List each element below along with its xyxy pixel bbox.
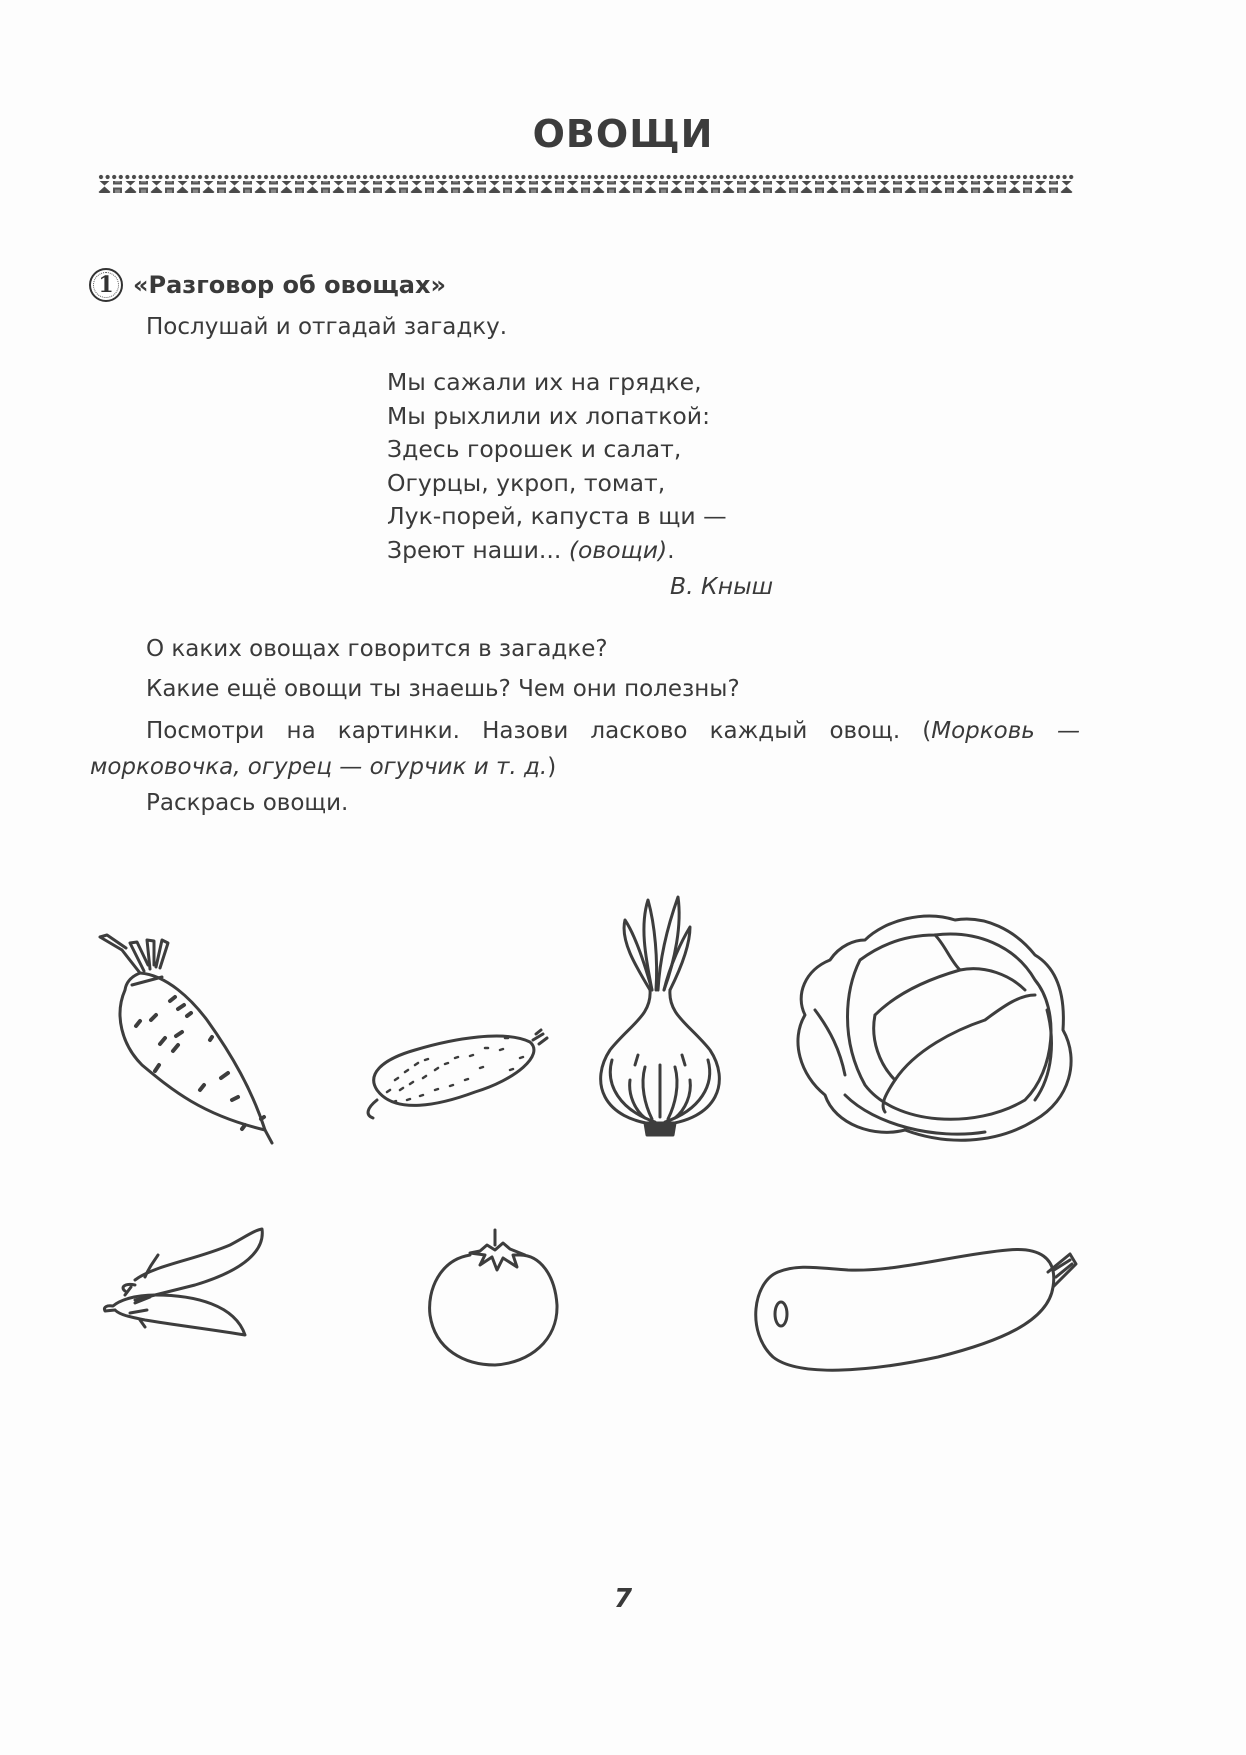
ornamental-divider	[98, 174, 1075, 194]
tomato-illustration	[425, 1225, 565, 1370]
poem-author: В. Кныш	[670, 572, 774, 600]
question-3	[90, 713, 1080, 785]
riddle-line: Огурцы, укроп, томат,	[387, 468, 666, 497]
riddle-line: Мы сажали их на грядке,	[387, 368, 702, 396]
instruction-text: Послушай и отгадай загадку.	[146, 314, 508, 340]
riddle-line-suffix: .	[667, 535, 675, 564]
zucchini-illustration	[748, 1232, 1088, 1382]
riddle-line: Здесь горошек и салат,	[387, 435, 682, 464]
question-3-text: Посмотри на картинки. Назови ласково каждый овощ. (	[146, 718, 932, 744]
exercise-title: «Разговор об овощах»	[133, 271, 446, 299]
pea-pods-illustration	[95, 1225, 275, 1345]
riddle-answer: (овощи)	[568, 535, 668, 564]
page-number: 7	[613, 1584, 633, 1614]
question-4: Раскрась овощи.	[146, 790, 349, 816]
question-2: Какие ещё овощи ты знаешь? Чем они полезны?	[146, 676, 740, 702]
onion-illustration	[590, 885, 740, 1140]
cucumber-illustration	[355, 1020, 555, 1130]
page-title: ОВОЩИ	[532, 112, 714, 156]
exercise-number-badge: 1	[89, 268, 123, 302]
riddle-line-last	[387, 534, 727, 568]
question-3-example: Морковь — морковочка, огурец — огурчик и т. д.	[90, 718, 1080, 780]
riddle-line-prefix: Зреют наши...	[387, 535, 569, 564]
question-3-close: )	[547, 754, 557, 780]
exercise-header	[89, 268, 446, 302]
question-1: О каких овощах говорится в загадке?	[146, 636, 608, 662]
cabbage-illustration	[785, 900, 1085, 1150]
carrot-illustration	[92, 915, 292, 1145]
riddle-line: Мы рыхлили их лопаткой:	[387, 401, 710, 430]
riddle-line: Лук-порей, капуста в щи —	[387, 502, 727, 531]
riddle-poem	[387, 366, 727, 568]
